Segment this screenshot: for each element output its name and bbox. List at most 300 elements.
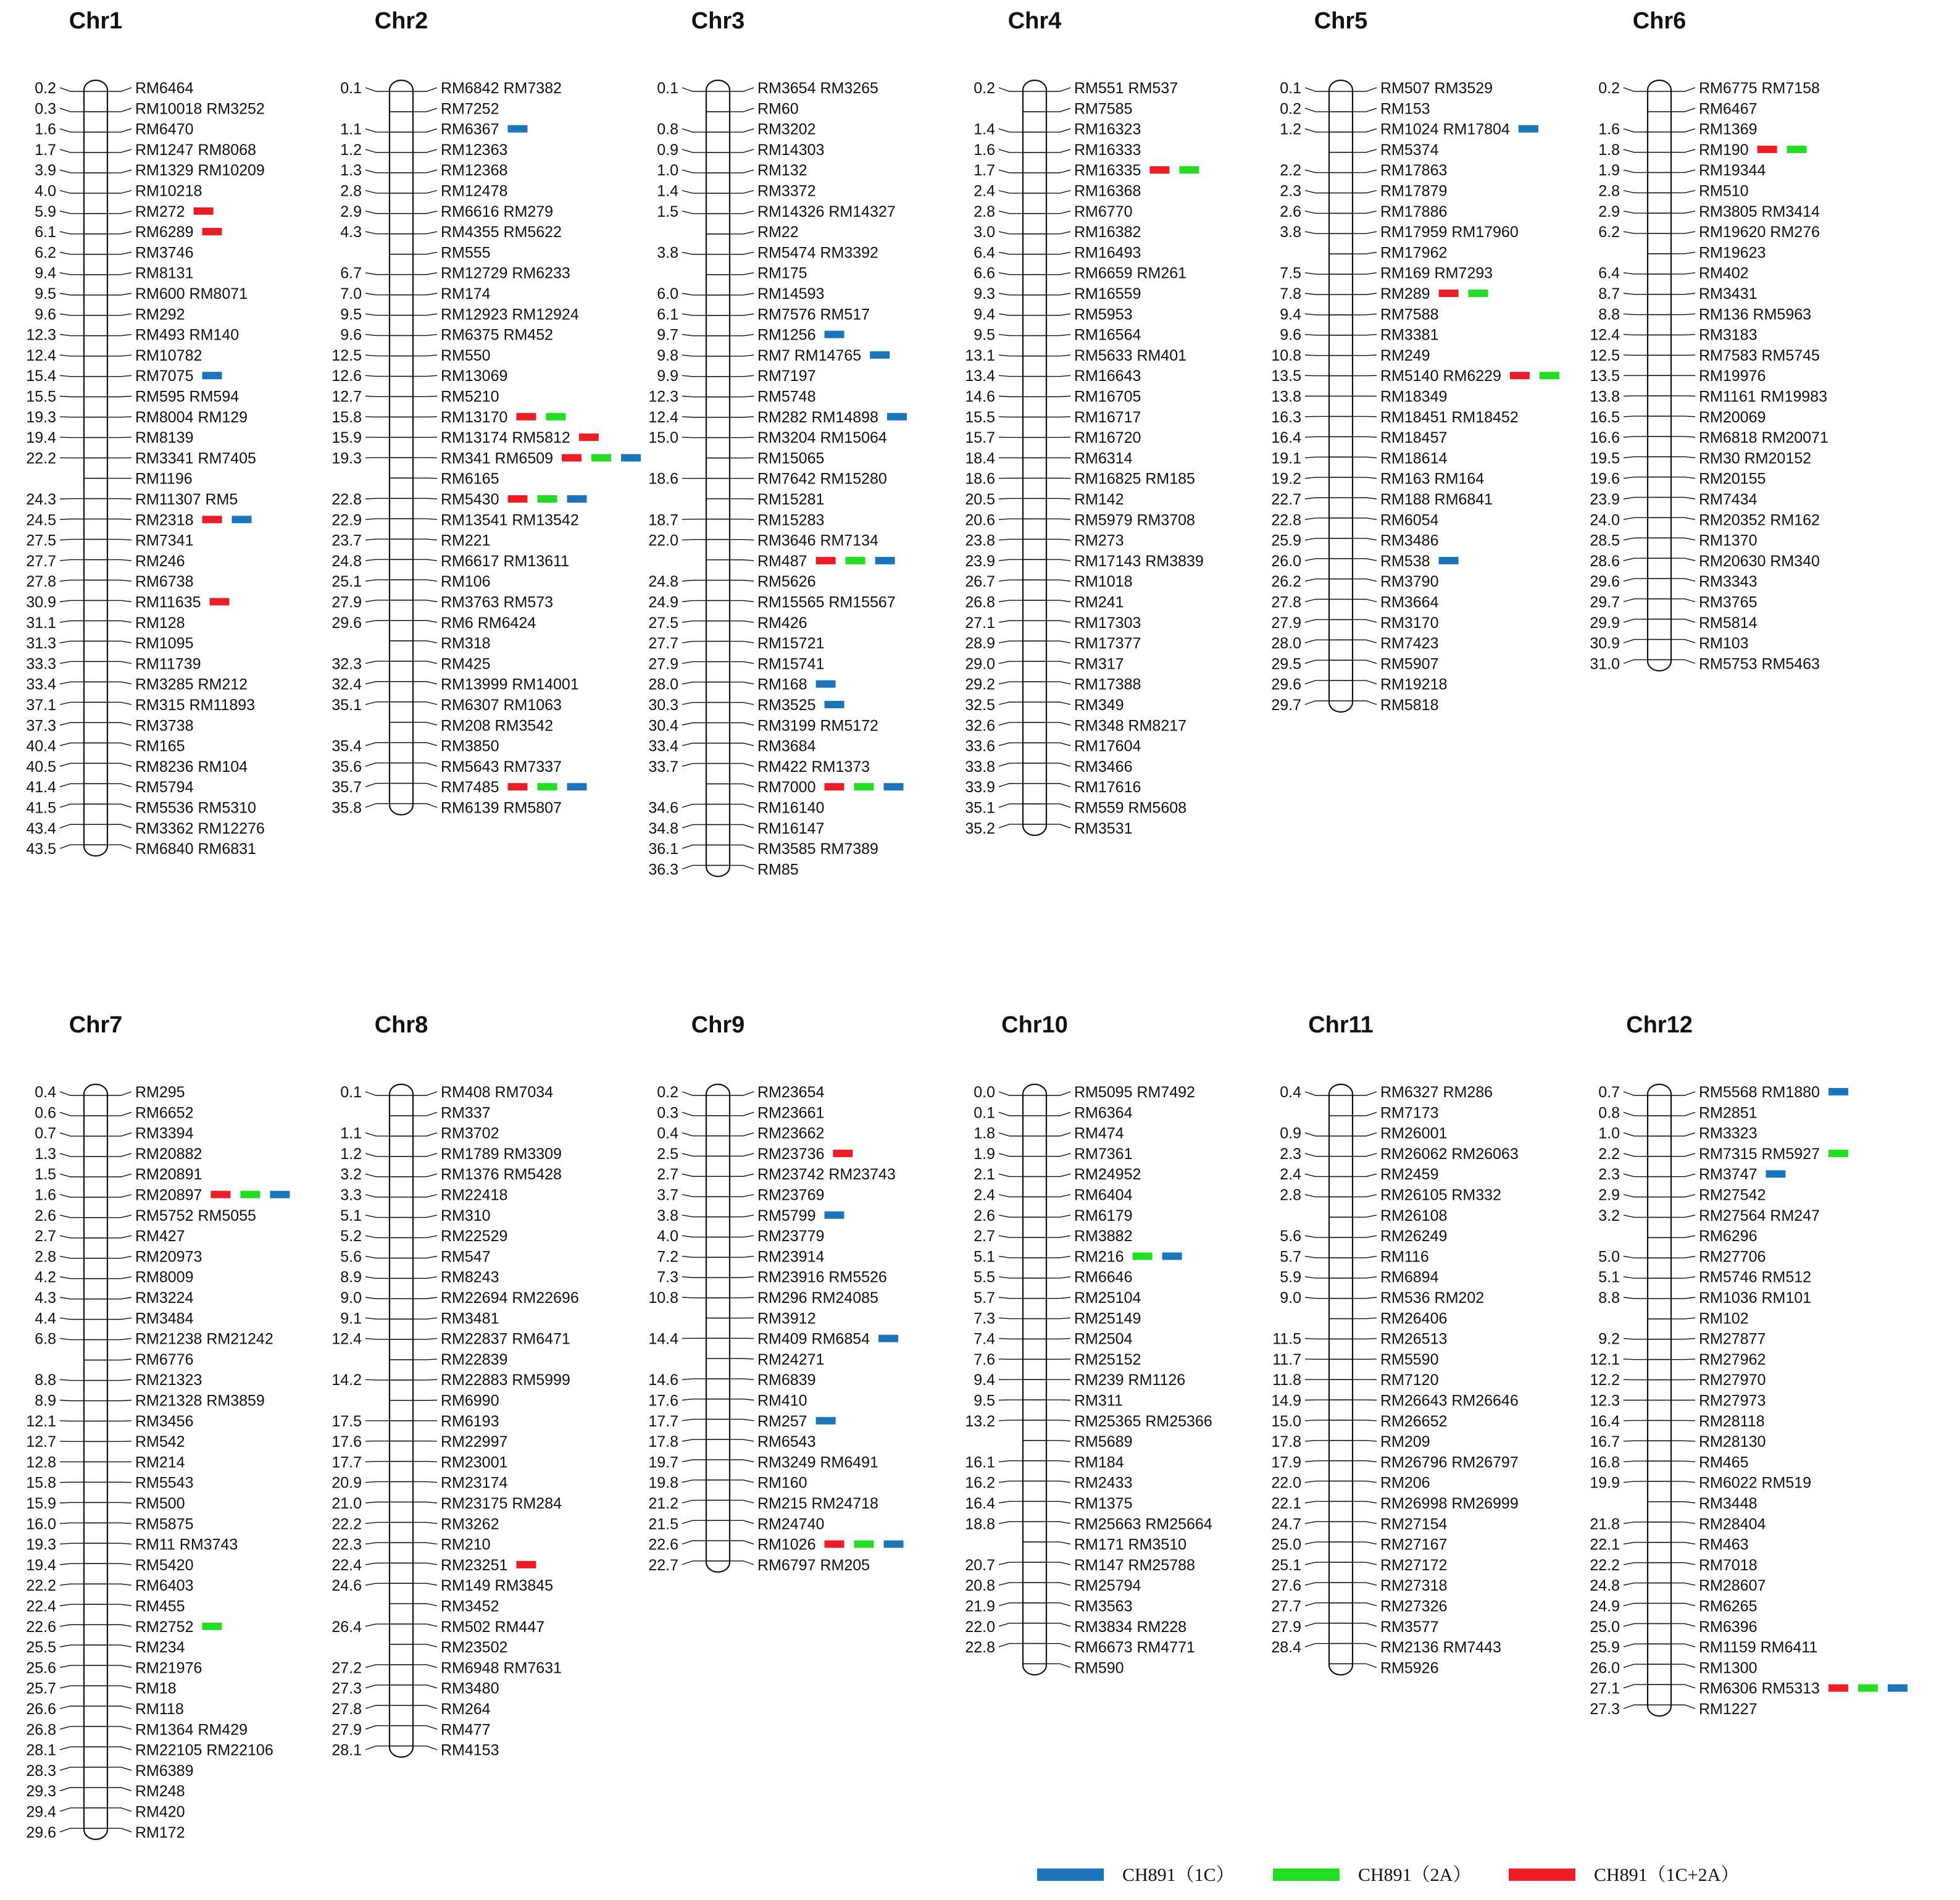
position-connector [60, 1112, 84, 1116]
marker-label: RM7588 [1380, 306, 1439, 324]
marker-connector [1046, 149, 1070, 153]
marker-connector [1671, 1583, 1695, 1586]
marker-connector [730, 723, 754, 726]
marker-position: 22.8 [332, 491, 362, 508]
marker-connector [1046, 1583, 1070, 1585]
marker-label: RM6673 RM4771 [1074, 1639, 1195, 1657]
position-connector [999, 1521, 1023, 1523]
marker-connector [1046, 1215, 1070, 1217]
marker-label: RM25152 [1074, 1350, 1141, 1368]
marker-position: 9.4 [35, 264, 56, 282]
marker-connector [107, 1706, 131, 1709]
position-connector [1305, 1092, 1329, 1095]
marker-label: RM16825 RM185 [1074, 470, 1195, 488]
marker-connector [413, 211, 437, 214]
marker-position: 29.2 [965, 676, 995, 693]
legend-label: CH891（1C+2A） [1594, 1865, 1740, 1885]
marker-label: RM28130 [1699, 1433, 1766, 1451]
marker-label: RM422 RM1373 [757, 758, 870, 776]
marker-label: RM6659 RM261 [1074, 264, 1187, 282]
marker-label: RM19976 [1699, 367, 1766, 385]
position-connector [60, 1767, 84, 1770]
marker-position: 25.6 [26, 1659, 56, 1677]
marker-position: 19.7 [648, 1454, 678, 1471]
marker-position: 4.3 [35, 1289, 56, 1307]
position-connector [365, 559, 390, 561]
marker-connector [1046, 1256, 1070, 1258]
position-connector [682, 1399, 706, 1400]
marker-connector [413, 1542, 437, 1544]
marker-label: RM402 [1699, 264, 1749, 282]
marker-label: RM2504 [1074, 1330, 1133, 1348]
marker-connector [1046, 1112, 1070, 1116]
legend-swatch [1037, 1869, 1104, 1881]
position-connector [365, 355, 390, 356]
marker-label: RM12368 [441, 162, 508, 180]
marker-position: 9.5 [35, 285, 56, 303]
marker-position: 22.3 [332, 1536, 362, 1554]
marker-connector [730, 191, 754, 193]
marker-connector [1046, 1133, 1070, 1136]
marker-connector [1671, 640, 1695, 643]
marker-connector [107, 1808, 131, 1812]
marker-label: RM6139 RM5807 [441, 799, 562, 817]
marker-label: RM23779 [757, 1228, 825, 1245]
marker-connector [107, 1174, 131, 1177]
marker-label: RM215 RM24718 [757, 1495, 878, 1512]
marker-connector [1046, 661, 1070, 663]
marker-label: RM3199 RM5172 [757, 717, 878, 735]
marker-position: 3.3 [340, 1186, 362, 1204]
position-connector [1624, 1604, 1648, 1606]
marker-position: 33.6 [965, 737, 995, 755]
marker-position: 8.9 [35, 1392, 56, 1410]
position-connector [999, 1277, 1023, 1278]
position-connector [682, 1092, 706, 1095]
position-connector [365, 88, 390, 91]
marker-label: RM16140 [757, 799, 825, 817]
qtl-flag-2a [240, 1191, 260, 1199]
marker-position: 21.5 [648, 1515, 678, 1533]
marker-connector [107, 661, 131, 663]
marker-label: RM27564 RM247 [1699, 1207, 1820, 1224]
marker-label: RM3484 [135, 1310, 194, 1328]
position-connector [682, 1277, 706, 1278]
marker-connector [107, 1153, 131, 1157]
marker-connector [1046, 375, 1070, 376]
chromosome-chr11 [1271, 1012, 1518, 1676]
marker-label: RM3790 [1380, 573, 1439, 591]
marker-label: RM474 [1074, 1124, 1124, 1142]
marker-position: 28.4 [1271, 1639, 1301, 1657]
marker-connector [1671, 1195, 1695, 1197]
position-connector [60, 824, 84, 828]
position-connector [60, 191, 84, 193]
marker-label: RM27962 [1699, 1350, 1766, 1368]
marker-label: RM27542 [1699, 1186, 1766, 1204]
marker-connector [107, 845, 131, 848]
marker-label: RM18349 [1380, 388, 1448, 406]
position-connector [1624, 1297, 1648, 1299]
marker-position: 25.5 [26, 1639, 56, 1657]
marker-position: 29.0 [965, 655, 995, 673]
position-connector [682, 845, 706, 848]
marker-position: 19.4 [26, 1556, 56, 1574]
position-connector [60, 682, 84, 684]
position-connector [1305, 129, 1329, 132]
position-connector [1305, 640, 1329, 643]
marker-position: 17.7 [648, 1412, 678, 1430]
position-connector [999, 252, 1023, 254]
marker-position: 2.8 [1598, 182, 1620, 200]
marker-connector [1046, 191, 1070, 193]
marker-label: RM6296 [1699, 1228, 1758, 1245]
marker-position: 1.9 [1598, 162, 1620, 180]
marker-connector [1671, 558, 1695, 561]
marker-label: RM559 RM5608 [1074, 799, 1187, 817]
marker-label: RM221 [441, 532, 491, 550]
chromosome-title: Chr9 [691, 1012, 745, 1038]
marker-label: RM13069 [441, 367, 508, 385]
position-connector [60, 1665, 84, 1667]
marker-position: 33.3 [26, 655, 56, 673]
marker-position: 12.7 [26, 1433, 56, 1451]
marker-position: 15.4 [26, 367, 56, 385]
marker-label: RM15741 [757, 655, 825, 673]
position-connector [365, 1277, 390, 1279]
marker-label: RM26108 [1380, 1207, 1448, 1224]
marker-position: 6.1 [35, 224, 56, 241]
position-connector [999, 1481, 1023, 1483]
position-connector [60, 129, 84, 132]
marker-label: RM118 [135, 1701, 184, 1718]
marker-connector [413, 478, 437, 479]
marker-position: 32.6 [965, 717, 995, 735]
qtl-flag-1cplus2a [1149, 166, 1169, 174]
qtl-flag-2a [1829, 1150, 1848, 1157]
marker-connector [107, 1256, 131, 1258]
marker-label: RM14593 [757, 285, 825, 303]
position-connector [1624, 1277, 1648, 1278]
marker-label: RM3466 [1074, 758, 1133, 776]
marker-position: 23.9 [1590, 491, 1620, 508]
position-connector [1305, 538, 1329, 540]
qtl-flag-2a [846, 557, 865, 564]
marker-label: RM2318 [135, 511, 194, 529]
marker-position: 25.0 [1271, 1536, 1301, 1554]
marker-label: RM174 [441, 285, 491, 303]
position-connector [1305, 1195, 1329, 1197]
marker-position: 22.0 [965, 1618, 995, 1636]
marker-label: RM23001 [441, 1454, 508, 1471]
marker-position: 2.4 [974, 182, 995, 200]
marker-connector [413, 375, 437, 376]
marker-label: RM273 [1074, 532, 1124, 550]
position-connector [365, 1482, 390, 1483]
marker-label: RM128 [135, 614, 185, 632]
marker-position: 0.3 [657, 1104, 678, 1122]
marker-position: 14.6 [648, 1371, 678, 1389]
marker-connector [730, 1460, 754, 1462]
marker-label: RM11635 [135, 593, 201, 611]
marker-connector [1353, 1603, 1377, 1606]
marker-connector [413, 1705, 437, 1709]
position-connector [1305, 1277, 1329, 1278]
chromosome-title: Chr8 [374, 1012, 428, 1038]
marker-position: 0.1 [1280, 80, 1301, 97]
marker-connector [1671, 108, 1695, 112]
position-connector [60, 1133, 84, 1136]
marker-label: RM165 [135, 737, 185, 755]
marker-connector [730, 1419, 754, 1420]
marker-label: RM16643 [1074, 367, 1141, 385]
position-connector [60, 661, 84, 663]
position-connector [682, 1112, 706, 1115]
position-connector [999, 1603, 1023, 1606]
marker-label: RM14303 [757, 141, 825, 159]
marker-connector [1671, 293, 1695, 295]
marker-position: 4.0 [657, 1228, 678, 1245]
marker-label: RM272 [135, 203, 185, 220]
marker-label: RM7485 [441, 779, 499, 797]
position-connector [682, 703, 706, 705]
position-connector [1624, 170, 1648, 172]
marker-position: 29.6 [1590, 573, 1620, 591]
marker-label: RM295 [135, 1084, 185, 1101]
marker-position: 2.9 [1598, 203, 1620, 220]
marker-connector [1046, 763, 1070, 766]
marker-label: RM12363 [441, 141, 508, 159]
marker-label: RM310 [441, 1207, 491, 1224]
marker-connector [413, 1318, 437, 1319]
marker-position: 16.8 [1590, 1454, 1620, 1471]
marker-position: 35.4 [332, 737, 362, 755]
qtl-flag-1cplus2a [508, 783, 528, 790]
marker-label: RM425 [441, 655, 491, 673]
position-connector [60, 314, 84, 315]
marker-position: 5.1 [974, 1248, 995, 1266]
marker-label: RM23661 [757, 1104, 825, 1122]
marker-connector [1353, 1133, 1377, 1136]
marker-label: RM11739 [135, 655, 201, 673]
marker-connector [730, 232, 754, 234]
marker-position: 4.2 [35, 1268, 56, 1286]
marker-position: 26.0 [1271, 552, 1301, 570]
marker-position: 21.2 [648, 1495, 678, 1512]
marker-connector [1671, 1502, 1695, 1503]
marker-position: 24.8 [648, 573, 678, 591]
marker-label: RM10782 [135, 346, 202, 364]
marker-position: 2.5 [657, 1145, 678, 1163]
marker-label: RM7173 [1380, 1104, 1439, 1122]
chromosome-title: Chr4 [1007, 8, 1062, 34]
position-connector [1305, 170, 1329, 172]
marker-position: 6.1 [657, 306, 678, 324]
marker-position: 10.8 [1271, 346, 1301, 364]
chromosome-body [84, 80, 107, 856]
position-connector [60, 1153, 84, 1157]
position-connector [365, 580, 390, 581]
marker-position: 27.9 [1271, 1618, 1301, 1636]
marker-label: RM318 [441, 635, 491, 653]
marker-label: RM500 [135, 1495, 185, 1512]
marker-connector [730, 1256, 754, 1257]
marker-position: 17.5 [332, 1412, 362, 1430]
marker-connector [413, 396, 437, 397]
marker-connector [413, 88, 437, 91]
marker-label: RM19620 RM276 [1699, 224, 1820, 241]
position-connector [60, 211, 84, 214]
marker-position: 9.5 [340, 306, 362, 324]
marker-label: RM3431 [1699, 285, 1758, 303]
marker-position: 15.8 [26, 1474, 56, 1492]
marker-label: RM16717 [1074, 408, 1141, 426]
position-connector [365, 129, 390, 132]
position-connector [365, 170, 390, 173]
marker-position: 27.3 [332, 1680, 362, 1697]
marker-position: 19.5 [1590, 450, 1620, 467]
position-connector [682, 723, 706, 726]
marker-connector [1671, 129, 1695, 132]
marker-label: RM4153 [441, 1741, 499, 1759]
marker-position: 19.6 [1590, 470, 1620, 488]
position-connector [682, 519, 706, 520]
marker-connector [1671, 1684, 1695, 1688]
marker-position: 16.4 [1590, 1412, 1620, 1430]
marker-label: RM17143 RM3839 [1074, 552, 1204, 570]
marker-position: 2.4 [1280, 1166, 1301, 1184]
marker-position: 2.8 [1280, 1186, 1301, 1204]
marker-connector [730, 1174, 754, 1176]
marker-position: 25.1 [332, 573, 362, 591]
marker-label: RM1161 RM19983 [1699, 388, 1827, 406]
marker-label: RM6179 [1074, 1207, 1133, 1224]
marker-label: RM3850 [441, 737, 499, 755]
marker-label: RM3763 RM573 [441, 593, 554, 611]
position-connector [1624, 497, 1648, 499]
position-connector [1624, 1684, 1648, 1688]
marker-connector [1671, 457, 1695, 458]
marker-label: RM27877 [1699, 1330, 1766, 1348]
marker-label: RM160 [757, 1474, 807, 1492]
marker-label: RM6464 [135, 80, 194, 97]
marker-connector [1671, 579, 1695, 581]
legend-swatch [1273, 1869, 1340, 1881]
chromosome-chr10 [965, 1012, 1212, 1676]
marker-label: RM550 [441, 346, 491, 364]
marker-position: 9.1 [340, 1310, 362, 1328]
marker-label: RM8131 [135, 264, 194, 282]
marker-label: RM5374 [1380, 141, 1439, 159]
marker-connector [730, 580, 754, 582]
position-connector [60, 1174, 84, 1177]
marker-label: RM190 [1699, 141, 1749, 159]
marker-label: RM1024 RM17804 [1380, 120, 1510, 138]
marker-connector [1353, 129, 1377, 132]
marker-position: 30.9 [26, 593, 56, 611]
position-connector [365, 232, 390, 234]
marker-position: 27.6 [1271, 1577, 1301, 1595]
marker-label: RM1227 [1699, 1701, 1758, 1718]
marker-connector [1353, 211, 1377, 214]
marker-label: RM17388 [1074, 676, 1141, 693]
marker-connector [107, 232, 131, 234]
position-connector [1305, 1461, 1329, 1462]
marker-connector [107, 1112, 131, 1116]
position-connector [60, 722, 84, 725]
marker-connector [107, 1543, 131, 1544]
marker-position: 12.4 [648, 408, 678, 426]
marker-label: RM22837 RM6471 [441, 1330, 570, 1348]
marker-position: 8.7 [1598, 285, 1620, 303]
marker-label: RM16368 [1074, 182, 1141, 200]
marker-label: RM3765 [1699, 593, 1758, 611]
marker-position: 28.6 [1590, 552, 1620, 570]
marker-label: RM6894 [1380, 1268, 1439, 1286]
marker-position: 29.3 [26, 1783, 56, 1801]
marker-label: RM172 [135, 1823, 185, 1841]
marker-label: RM551 RM537 [1074, 80, 1178, 97]
marker-position: 20.8 [965, 1577, 995, 1595]
marker-position: 7.2 [657, 1248, 678, 1266]
marker-label: RM3249 RM6491 [757, 1454, 878, 1471]
marker-position: 24.5 [26, 511, 56, 529]
chromosome-chr1 [26, 8, 265, 858]
marker-label: RM5926 [1380, 1659, 1439, 1677]
marker-connector [107, 1665, 131, 1667]
marker-label: RM168 [757, 676, 807, 693]
marker-connector [1353, 1236, 1377, 1237]
position-connector [682, 682, 706, 684]
marker-position: 22.8 [1271, 511, 1301, 529]
marker-position: 8.8 [1598, 306, 1620, 324]
marker-position: 0.2 [657, 1084, 678, 1101]
marker-label: RM348 RM8217 [1074, 717, 1187, 735]
marker-connector [413, 641, 437, 643]
marker-position: 26.7 [965, 573, 995, 591]
marker-label: RM23916 RM5526 [757, 1268, 887, 1286]
marker-label: RM3834 RM228 [1074, 1618, 1187, 1636]
marker-label: RM23742 RM23743 [757, 1166, 896, 1184]
marker-position: 7.4 [974, 1330, 995, 1348]
marker-connector [1671, 1522, 1695, 1523]
marker-position: 1.9 [974, 1145, 995, 1163]
marker-position: 1.3 [340, 162, 362, 180]
position-connector [999, 1153, 1023, 1157]
marker-position: 2.2 [1280, 162, 1301, 180]
marker-connector [730, 1092, 754, 1095]
marker-position: 26.6 [26, 1701, 56, 1718]
position-connector [1305, 1501, 1329, 1503]
position-connector [1305, 1174, 1329, 1176]
marker-connector [107, 1400, 131, 1401]
marker-connector [413, 1563, 437, 1565]
marker-connector [107, 743, 131, 745]
marker-position: 16.7 [1590, 1433, 1620, 1451]
marker-label: RM6775 RM7158 [1699, 80, 1820, 97]
marker-connector [730, 601, 754, 602]
marker-position: 5.0 [1598, 1248, 1620, 1266]
position-connector [999, 1420, 1023, 1421]
marker-connector [107, 335, 131, 336]
marker-position: 43.4 [26, 819, 56, 837]
marker-position: 34.8 [648, 819, 678, 837]
position-connector [1624, 1112, 1648, 1116]
legend-label: CH891（1C） [1122, 1865, 1235, 1885]
marker-position: 0.9 [657, 141, 678, 159]
marker-connector [1046, 1092, 1070, 1095]
position-connector [1624, 1644, 1648, 1647]
